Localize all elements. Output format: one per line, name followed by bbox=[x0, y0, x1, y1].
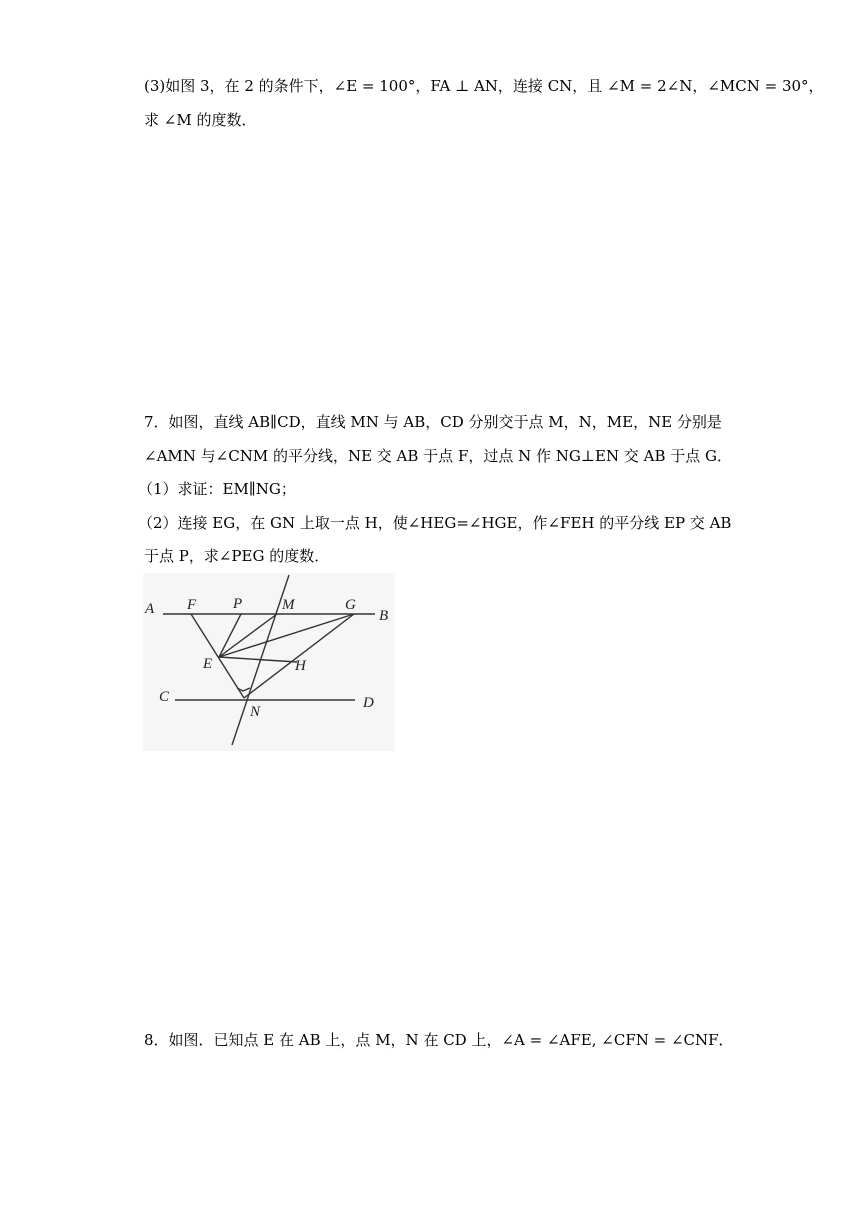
label-d: D bbox=[363, 695, 374, 711]
label-e: E bbox=[203, 656, 213, 672]
label-g: G bbox=[345, 597, 356, 613]
label-a: A bbox=[145, 601, 155, 617]
q7-stem-line1: 7．如图，直线 AB∥CD，直线 MN 与 AB，CD 分别交于点 M，N，ME，NE 分别是 bbox=[144, 413, 722, 431]
q7-part1: （1）求证：EM∥NG； bbox=[138, 480, 296, 498]
q7-geometry-figure bbox=[143, 573, 395, 751]
label-f: F bbox=[187, 597, 197, 613]
label-n: N bbox=[250, 704, 261, 720]
q7-stem-line2: ∠AMN 与∠CNM 的平分线，NE 交 AB 于点 F，过点 N 作 NG⊥EN 交 AB 于点 G． bbox=[144, 447, 732, 465]
line-fn bbox=[191, 614, 244, 698]
label-p: P bbox=[233, 596, 243, 612]
q7-part2-line2: 于点 P，求∠PEG 的度数． bbox=[144, 547, 330, 565]
q8-stem-line1: 8．如图．已知点 E 在 AB 上，点 M，N 在 CD 上，∠A = ∠AFE, ∠CFN = ∠CNF． bbox=[144, 1031, 734, 1049]
q6-part3-line1: (3)如图 3，在 2 的条件下，∠E = 100°，FA ⊥ AN，连接 CN，且 ∠M = 2∠N，∠MCN = 30°， bbox=[144, 77, 824, 95]
line-eh bbox=[219, 657, 297, 662]
line-eg bbox=[219, 614, 354, 657]
q7-figure-svg bbox=[143, 573, 395, 751]
label-m: M bbox=[282, 597, 295, 613]
label-b: B bbox=[379, 608, 389, 624]
label-h: H bbox=[295, 658, 306, 674]
label-c: C bbox=[159, 689, 170, 705]
q7-part2-line1: （2）连接 EG，在 GN 上取一点 H，使∠HEG=∠HGE，作∠FEH 的平分线 EP 交 AB bbox=[138, 514, 732, 532]
q6-part3-line2: 求 ∠M 的度数． bbox=[144, 111, 257, 129]
